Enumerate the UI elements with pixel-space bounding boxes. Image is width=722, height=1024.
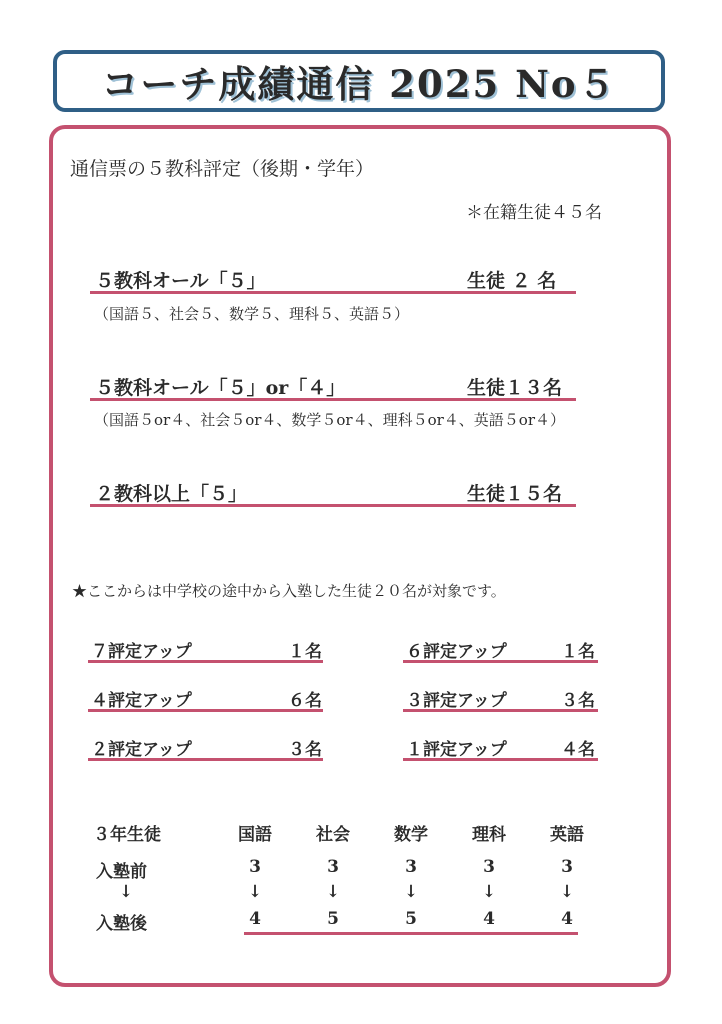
arrow-down-icon: ↓ [247, 882, 263, 902]
table-cell: 4 [249, 909, 261, 929]
table-header: 理科 [472, 825, 506, 845]
table-cell: 3 [249, 857, 261, 877]
category-label-all5: ５教科オール「５」 [95, 270, 266, 292]
category-count-all5or4: 生徒１３名 [467, 377, 563, 399]
table-cell: 5 [327, 909, 339, 929]
section-heading: 通信票の５教科評定（後期・学年） [70, 158, 375, 180]
underline [90, 398, 576, 401]
underline [90, 291, 576, 294]
underline [403, 709, 598, 712]
up-count: ４名 [561, 740, 595, 760]
up-count: ６名 [288, 691, 322, 711]
category-label-all5or4: ５教科オール「５」or「４」 [95, 377, 346, 399]
enrolled-note: ＊在籍生徒４５名 [466, 203, 602, 223]
underline [88, 709, 323, 712]
table-corner-label: ３年生徒 [93, 825, 161, 845]
table-cell: 3 [561, 857, 573, 877]
table-header: 数学 [394, 825, 428, 845]
category-detail-all5: （国語５、社会５、数学５、理科５、英語５） [94, 305, 410, 323]
arrow-down-icon: ↓ [481, 882, 497, 902]
mid-note: ★ここからは中学校の途中から入塾した生徒２０名が対象です。 [72, 582, 506, 600]
arrow-down-icon: ↓ [118, 882, 134, 902]
up-label: ３評定アップ [406, 691, 507, 711]
underline [403, 758, 598, 761]
up-label: ６評定アップ [406, 642, 507, 662]
table-header: 社会 [316, 825, 350, 845]
table-cell: 5 [405, 909, 417, 929]
table-header: 英語 [550, 825, 584, 845]
up-count: １名 [288, 642, 322, 662]
category-detail-all5or4: （国語５or４、社会５or４、数学５or４、理科５or４、英語５or４） [94, 411, 566, 429]
category-label-two5: ２教科以上「５」 [95, 483, 248, 505]
underline [244, 932, 578, 935]
page-title: コーチ成績通信 2025 No５ [101, 62, 617, 106]
underline [403, 660, 598, 663]
underline [88, 758, 323, 761]
category-count-two5: 生徒１５名 [467, 483, 563, 505]
up-count: １名 [561, 642, 595, 662]
arrow-down-icon: ↓ [325, 882, 341, 902]
table-cell: 4 [561, 909, 573, 929]
up-label: １評定アップ [406, 740, 507, 760]
up-label: ７評定アップ [91, 642, 192, 662]
table-cell: 4 [483, 909, 495, 929]
table-cell: 3 [327, 857, 339, 877]
row-label-before: 入塾前 [96, 862, 147, 882]
category-count-all5: 生徒 ２ 名 [467, 270, 557, 292]
arrow-down-icon: ↓ [403, 882, 419, 902]
underline [90, 504, 576, 507]
underline [88, 660, 323, 663]
table-header: 国語 [238, 825, 272, 845]
row-label-after: 入塾後 [96, 914, 147, 934]
table-cell: 3 [405, 857, 417, 877]
up-count: ３名 [288, 740, 322, 760]
up-count: ３名 [561, 691, 595, 711]
up-label: ２評定アップ [91, 740, 192, 760]
arrow-down-icon: ↓ [559, 882, 575, 902]
title-box [53, 50, 665, 112]
up-label: ４評定アップ [91, 691, 192, 711]
table-cell: 3 [483, 857, 495, 877]
